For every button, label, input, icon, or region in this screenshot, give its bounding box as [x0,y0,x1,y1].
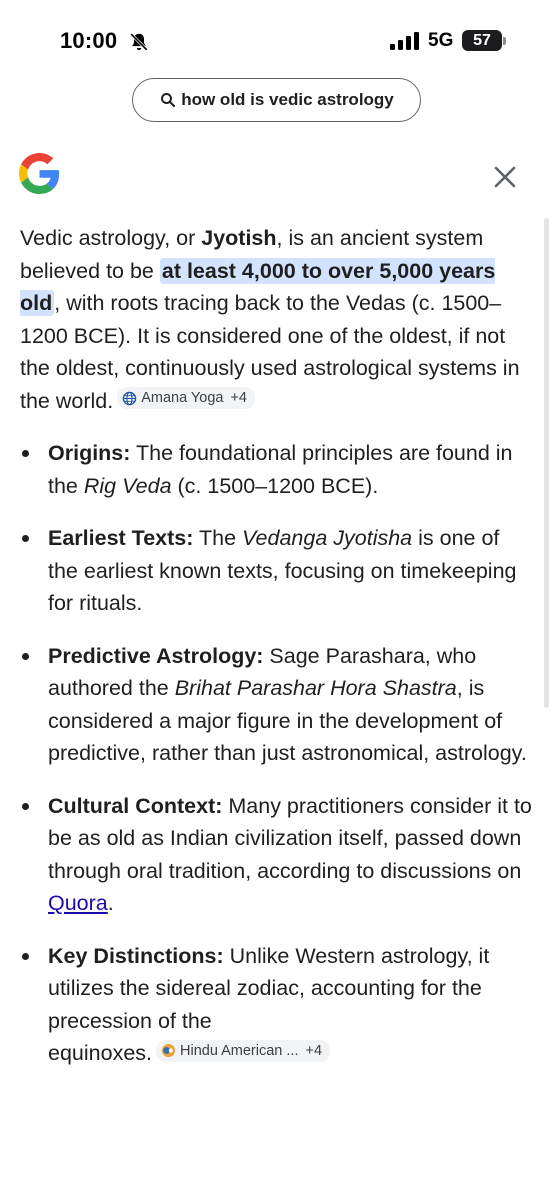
source-chip-label: Amana Yoga [141,390,224,406]
search-query-pill[interactable] [132,78,421,122]
bullet-dot [22,953,29,960]
ai-overview [20,222,535,1090]
bullet-list [20,437,535,1070]
scrollbar[interactable] [544,218,549,708]
bullet-title: Key Distinctions: [48,943,224,968]
bullet-text: (c. 1500–1200 BCE). [171,473,379,498]
highlighted-answer: at least 4,000 to over 5,000 years old [20,258,496,315]
search-query-text: how old is vedic astrology [181,90,394,109]
bullet-dot [22,803,29,810]
battery-cap [503,37,506,45]
status-time: 10:00 [60,28,118,53]
bullet-dot [22,535,29,542]
bullet-title: Earliest Texts: [48,526,194,550]
bullet-text: . [107,891,114,915]
quora-link[interactable]: Quora [48,891,108,915]
bullet-text: Sage Parashara, who authored the [48,643,477,700]
bullet-title: Predictive Astrology: [48,643,264,668]
battery-level: 57 [473,31,491,49]
bullet-italic: Rig Veda [83,473,172,498]
intro-text: , is an ancient system believed to be [20,226,484,283]
bullet-text: equinoxes. [48,1041,152,1065]
intro-bold-term: Jyotish [201,226,277,250]
bullet-text: , is considered a major figure in the development of predictive, rather than just astronomical, astrology. [48,676,527,765]
bullet-title: Origins: [48,441,131,465]
bullet-italic: Brihat Parashar Hora Shastra [174,676,457,700]
search-icon [159,91,177,109]
bullet-origins [20,437,535,502]
hindu-american-logo-icon [161,1043,176,1058]
status-bar [0,0,553,80]
overview-intro [20,222,535,417]
bullet-dot [22,450,29,457]
source-chip-amana-yoga[interactable] [117,387,255,409]
bullet-text: Unlike Western astrology, it utilizes the sidereal zodiac, accounting for the precession of the [48,943,490,1033]
bullet-title: Cultural Context: [48,793,223,818]
google-g-icon [19,153,60,194]
source-chip-hindu-american[interactable] [156,1040,330,1062]
intro-text: Vedic astrology, or [20,226,202,250]
bullet-predictive-astrology [20,640,535,770]
source-chip-label: Hindu American ... [180,1042,299,1059]
source-chip-count: +4 [230,390,248,406]
bullet-cultural-context [20,790,535,920]
bullet-text: Many practitioners consider it to be as old as Indian civilization itself, passed down through oral tradition, according to discussions on [48,793,532,883]
bullet-text: is one of the earliest known texts, focusing on timekeeping for rituals. [48,526,517,615]
bullet-key-distinctions [20,940,535,1070]
battery-icon [462,30,502,51]
close-icon[interactable] [488,160,522,194]
bell-slash-icon [128,31,150,53]
network-type: 5G [428,30,454,51]
bullet-text: The [193,526,242,550]
bullet-dot [22,653,29,660]
intro-text: , with roots tracing back to the Vedas (c. 1500–1200 BCE). It is considered one of the oldest, if not the oldest, continuously used astrological systems in the world. [20,291,520,413]
bullet-italic: Vedanga Jyotisha [242,526,413,550]
bullet-earliest-texts [20,522,535,620]
signal-icon [390,32,420,50]
bullet-text: The foundational principles are found in the [48,441,513,498]
source-chip-count: +4 [305,1042,323,1059]
globe-icon [122,391,137,406]
